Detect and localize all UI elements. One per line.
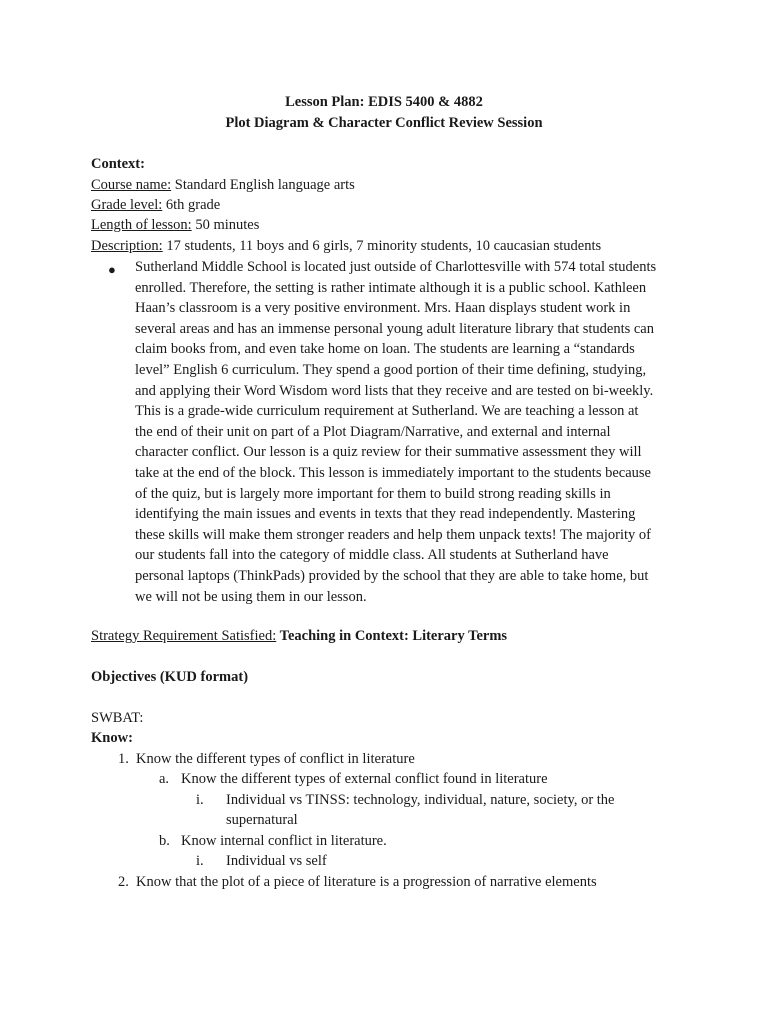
list-marker: i. (196, 792, 204, 808)
objectives-heading: Objectives (KUD format) (91, 669, 249, 685)
paragraph-line: and applying their Word Wisdom word lists that they receive and are tested on bi-weekly. (135, 382, 654, 399)
paragraph-line: This is a grade-wide curriculum requirement at Sutherland. We are teaching a lesson at (135, 403, 639, 420)
paragraph-line: enrolled. Therefore, the setting is rather intimate although it is a public school. Kathleen (135, 279, 647, 296)
paragraph-line: take at the end of the block. This lesson is immediately important to the students because (135, 464, 651, 481)
list-item-text: Individual vs TINSS: technology, individual, nature, society, or the (226, 792, 615, 808)
paragraph-line: the end of their unit on part of a Plot Diagram/Narrative, and external and internal (135, 423, 611, 440)
paragraph-line: personal laptops (ThinkPads) provided by the school that they are able to take home, but (135, 567, 649, 584)
context-paragraph (135, 257, 695, 607)
paragraph-line: identifying the main issues and events in texts that they read independently. Mastering (135, 506, 636, 523)
list-marker: i. (196, 853, 204, 869)
paragraph-line: Haan’s classroom is a very positive environment. Mrs. Haan displays student work in (135, 300, 631, 317)
paragraph-line: several areas and has an immense personal young adult literature library that students can (135, 320, 654, 337)
grade-level-value: 6th grade (162, 197, 221, 213)
list-marker: 1. (118, 751, 129, 767)
list-item-text: Know the different types of external conflict found in literature (181, 771, 548, 787)
paragraph-line: these skills will make them stronger readers and help them unpack texts! The majority of (135, 526, 651, 543)
paragraph-line: character conflict. Our lesson is a quiz review for their summative assessment they will (135, 444, 642, 461)
bullet-icon: ● (108, 262, 116, 277)
strategy-value: Teaching in Context: Literary Terms (276, 628, 508, 644)
course-name-value: Standard English language arts (171, 177, 355, 193)
description-label: Description: (91, 238, 163, 254)
list-item-continuation: supernatural (226, 812, 298, 828)
list-item-text: Know that the plot of a piece of literature is a progression of narrative elements (136, 874, 597, 890)
description-line (91, 238, 601, 255)
grade-level-line (91, 197, 220, 214)
list-item-text: Know internal conflict in literature. (181, 833, 387, 849)
course-name-line (91, 177, 355, 194)
description-value: 17 students, 11 boys and 6 girls, 7 minority students, 10 caucasian students (162, 238, 602, 254)
strategy-line (91, 628, 507, 645)
paragraph-line: we will not be using them in our lesson. (135, 588, 367, 605)
list-marker: 2. (118, 874, 129, 890)
paragraph-line: of the quiz, but is largely more important for them to build strong reading skills in (135, 485, 611, 502)
swbat-label: SWBAT: (91, 710, 144, 726)
grade-level-label: Grade level: (91, 197, 163, 213)
list-item-text: Individual vs self (226, 853, 327, 869)
paragraph-line: claim books from, and even take home on loan. The students are learning a “standards (135, 341, 635, 358)
lesson-length-value: 50 minutes (191, 217, 260, 233)
lesson-length-label: Length of lesson: (91, 217, 192, 233)
paragraph-line: level” English 6 curriculum. They spend a good portion of their time defining, studying, (135, 361, 647, 378)
context-heading: Context: (91, 156, 145, 172)
list-marker: b. (159, 833, 170, 849)
list-item-text: Know the different types of conflict in literature (136, 751, 415, 767)
lesson-length-line (91, 217, 259, 234)
list-marker: a. (159, 771, 170, 787)
paragraph-line: our students fall into the category of middle class. All students at Sutherland have (135, 547, 609, 564)
document-subtitle: Plot Diagram & Character Conflict Review Session (225, 115, 543, 131)
paragraph-line: Sutherland Middle School is located just outside of Charlottesville with 574 total students (135, 259, 657, 275)
strategy-label: Strategy Requirement Satisfied: (91, 628, 277, 644)
document-title: Lesson Plan: EDIS 5400 & 4882 (285, 94, 483, 110)
course-name-label: Course name: (91, 177, 172, 193)
know-heading: Know: (91, 730, 133, 746)
